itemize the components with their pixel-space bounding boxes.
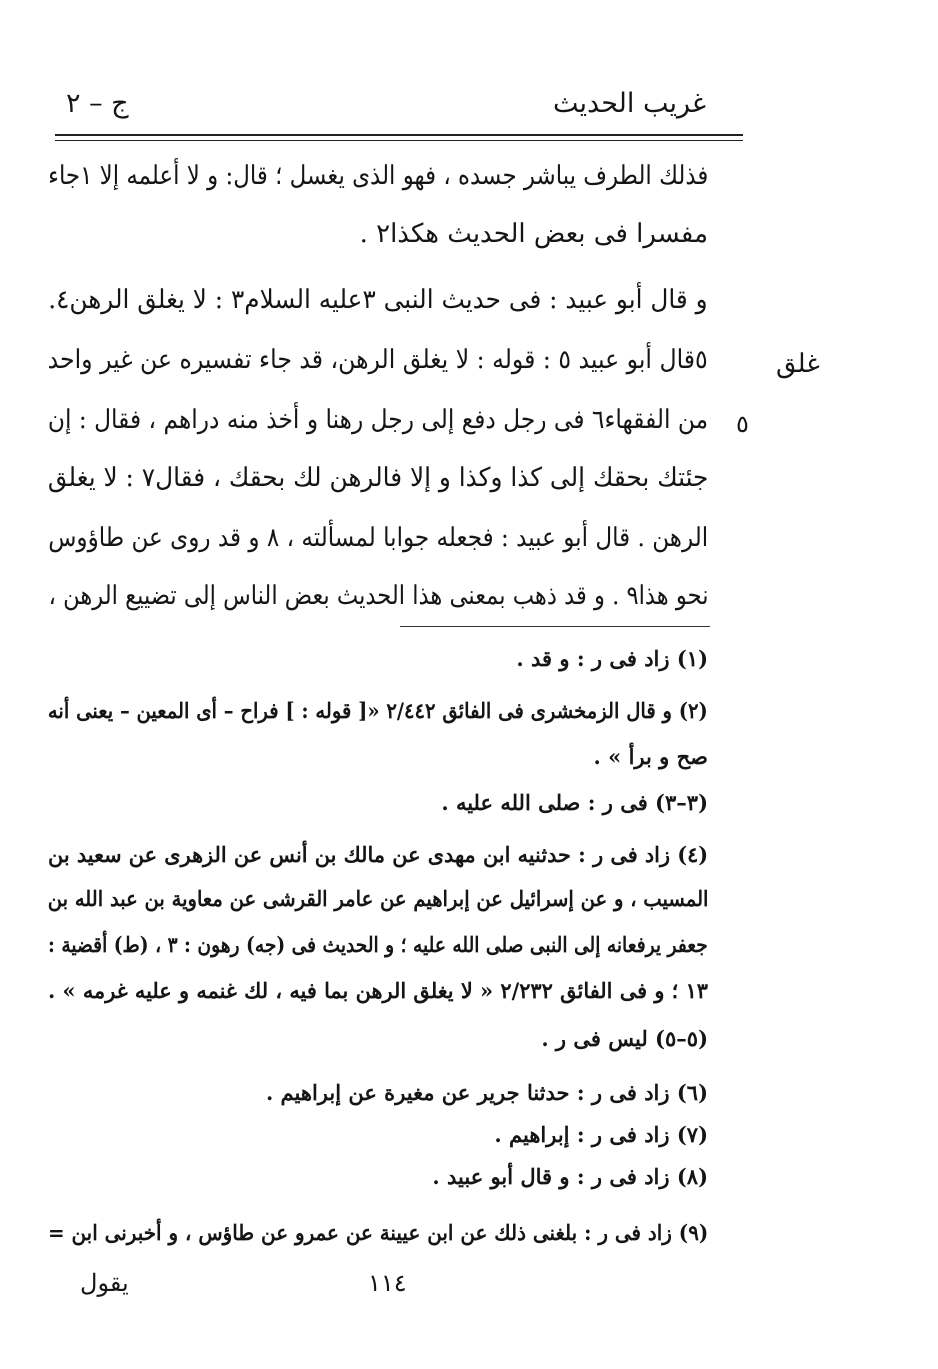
footnote-line: (٣–٣) فى ر : صلى الله عليه . (441, 790, 708, 815)
body-line: من الفقهاء٦ فى رجل دفع إلى رجل رهنا و أخذ منه دراهم ، فقال : إن (47, 405, 708, 435)
volume-label: ج – ٢ (66, 88, 129, 119)
margin-line-number: ٥ (736, 410, 749, 438)
running-title: غريب الحديث (553, 88, 706, 119)
footnote-line: صح و برأ » . (593, 744, 708, 769)
footnote-line: (٢) و قال الزمخشرى فى الفائق ٢/٤٤٢ «[ قوله : ] فراح – أى المعين – يعنى أنه (48, 698, 708, 723)
header-rule-top (55, 134, 743, 136)
footnote-line: (٦) زاد فى ر : حدثنا جرير عن مغيرة عن إبراهيم . (265, 1080, 708, 1105)
body-line: فذلك الطرف يباشر جسده ، فهو الذى يغسل ؛ قال: و لا أعلمه إلا ١جاء (47, 161, 709, 191)
margin-lemma: غلق (776, 349, 820, 379)
body-line: نحو هذا٩ . و قد ذهب بمعنى هذا الحديث بعض الناس إلى تضييع الرهن ، (48, 581, 708, 611)
footnote-line: المسيب ، و عن إسرائيل عن إبراهيم عن عامر القرشى عن معاوية بن عبد الله بن (47, 886, 708, 911)
footnote-line: (٥–٥) ليس فى ر . (541, 1026, 708, 1051)
footnote-line: جعفر يرفعانه إلى النبى صلى الله عليه ؛ و الحديث فى (جه) رهون : ٣ ، (ط) أقضية : (48, 932, 708, 957)
footnote-line: (١) زاد فى ر : و قد . (516, 646, 708, 671)
body-line: جئتك بحقك إلى كذا وكذا و إلا فالرهن لك بحقك ، فقال٧ : لا يغلق (47, 463, 708, 493)
header-rule-bottom (55, 140, 743, 141)
body-line: الرهن . قال أبو عبيد : فجعله جوابا لمسألته ، ٨ و قد روى عن طاؤوس (48, 523, 708, 553)
footnote-separator (400, 626, 710, 627)
footnote-line: (٤) زاد فى ر : حدثنيه ابن مهدى عن مالك بن أنس عن الزهرى عن سعيد بن (47, 842, 708, 867)
catchword: يقول (80, 1269, 129, 1297)
footnote-line: ١٣ ؛ و فى الفائق ٢/٢٣٢ « لا يغلق الرهن بما فيه ، لك غنمه و عليه غرمه » . (47, 978, 708, 1003)
page-number: ١١٤ (368, 1269, 407, 1297)
footnote-line: (٨) زاد فى ر : و قال أبو عبيد . (432, 1164, 708, 1189)
footnote-line: (٧) زاد فى ر : إبراهيم . (494, 1122, 708, 1147)
body-line: ٥قال أبو عبيد ٥ : قوله : لا يغلق الرهن، قد جاء تفسيره عن غير واحد (47, 345, 708, 375)
body-line: و قال أبو عبيد : فى حديث النبى ٣عليه السلام٣ : لا يغلق الرهن٤. (48, 285, 708, 315)
body-line: مفسرا فى بعض الحديث هكذا٢ . (359, 219, 708, 249)
footnote-line: (٩) زاد فى ر : بلغنى ذلك عن ابن عيينة عن عمرو عن طاؤس ، و أخبرنى ابن = (47, 1220, 708, 1245)
